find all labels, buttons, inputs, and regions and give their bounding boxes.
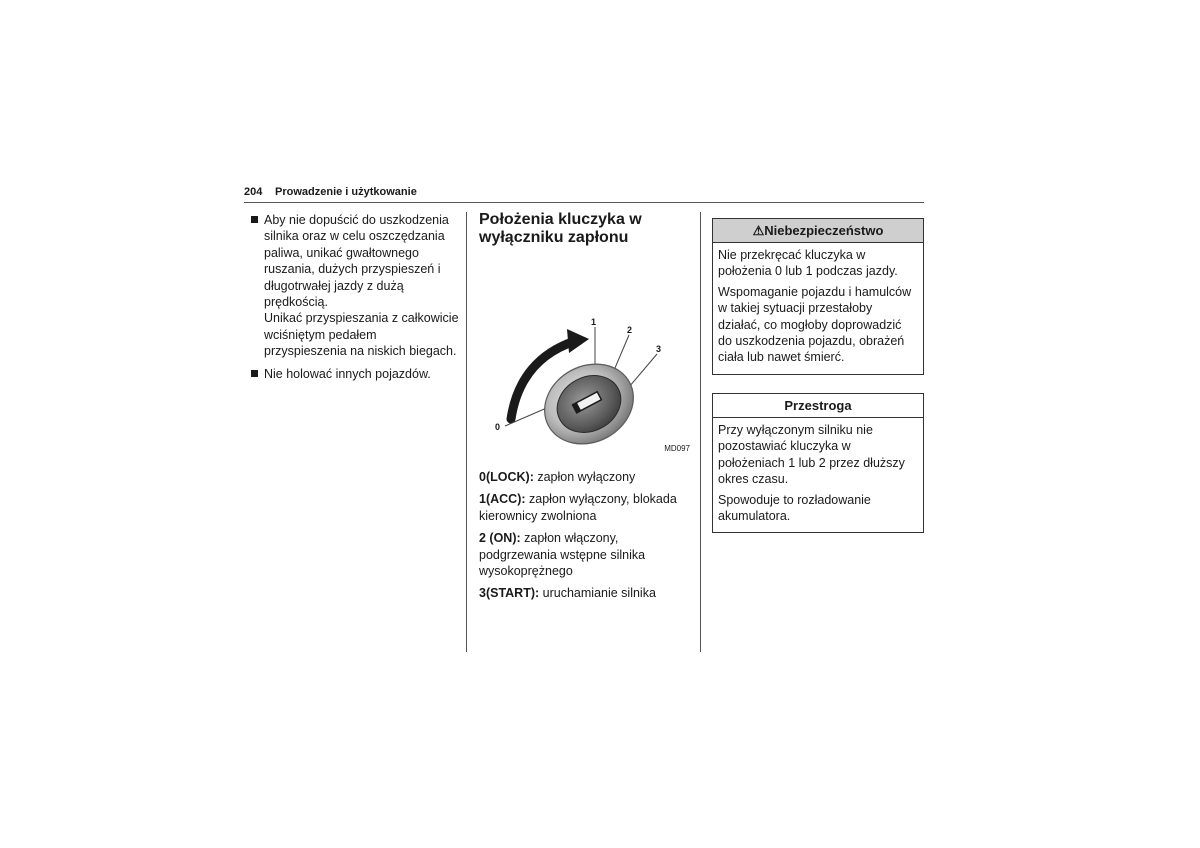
list-item bbox=[479, 469, 694, 485]
ignition-switch-figure bbox=[479, 283, 694, 455]
list-item bbox=[250, 366, 460, 382]
figure-code: MD097 bbox=[664, 443, 690, 453]
lock-cylinder bbox=[531, 349, 648, 455]
list-item bbox=[479, 585, 694, 601]
ignition-switch-diagram bbox=[479, 283, 694, 455]
caution-paragraph: Przy wyłączonym silniku nie pozostawiać kluczyka w położeniach 1 lub 2 przez dłuższy okres czasu. bbox=[718, 423, 905, 487]
middle-column bbox=[479, 211, 694, 608]
column-divider bbox=[700, 212, 701, 652]
position-list bbox=[479, 469, 694, 602]
section-heading: Położenia kluczyka w wyłączniku zapłonu bbox=[479, 211, 642, 246]
position-term: 2 (ON): bbox=[479, 531, 521, 546]
column-divider bbox=[466, 212, 467, 652]
position-term: 0(LOCK): bbox=[479, 470, 534, 484]
danger-title: ⚠Niebezpieczeństwo bbox=[713, 219, 923, 243]
section-title: Prowadzenie i użytkowanie bbox=[275, 186, 417, 198]
left-column bbox=[250, 212, 460, 388]
position-desc: zapłon włączony, podgrzewania wstępne silnika wysokoprężnego bbox=[479, 531, 646, 579]
position-desc: uruchamianie silnika bbox=[539, 586, 656, 601]
bullet-paragraph: Nie holować innych pojazdów. bbox=[264, 366, 431, 381]
bullet-square-icon bbox=[251, 370, 258, 377]
danger-paragraph: Wspomaganie pojazdu i hamulców w takiej sytuacji przestałoby działać, co mogłoby doprowadzić do uszkodzenia pojazdu, obrażeń ciała lub nawet śmierć. bbox=[718, 284, 912, 365]
caution-title: Przestroga bbox=[713, 394, 923, 418]
list-item bbox=[479, 530, 694, 579]
list-item bbox=[479, 491, 694, 524]
position-label-3: 3 bbox=[656, 344, 662, 354]
bullet-paragraph: Unikać przyspieszania z całkowicie wciśniętym pedałem przyspieszenia na niskich biegach. bbox=[264, 311, 459, 359]
position-term: 1(ACC): bbox=[479, 492, 526, 507]
leader-line-3 bbox=[629, 354, 657, 387]
danger-box bbox=[712, 218, 924, 375]
page-number: 204 bbox=[244, 186, 263, 198]
caution-box bbox=[712, 393, 924, 533]
position-label-1: 1 bbox=[591, 317, 597, 327]
list-item bbox=[250, 212, 460, 360]
bullet-paragraph: Aby nie dopuścić do uszkodzenia silnika oraz w celu oszczędzania paliwa, unikać gwałtownego ruszania, dużych przyspieszeń i długotrwałej jazdy z dużą prędkością. bbox=[264, 213, 449, 310]
danger-paragraph: Nie przekręcać kluczyka w położenia 0 lub 1 podczas jazdy. bbox=[718, 248, 898, 279]
caution-body bbox=[713, 418, 923, 532]
position-label-2: 2 bbox=[627, 325, 633, 335]
position-term: 3(START): bbox=[479, 586, 540, 601]
position-desc: zapłon wyłączony, blokada kierownicy zwolniona bbox=[479, 492, 677, 523]
caution-paragraph: Spowoduje to rozładowanie akumulatora. bbox=[718, 492, 871, 524]
position-label-0: 0 bbox=[495, 422, 501, 432]
page-header bbox=[244, 184, 924, 203]
bullet-square-icon bbox=[251, 216, 258, 223]
danger-body bbox=[713, 243, 923, 374]
position-desc: zapłon wyłączony bbox=[533, 470, 636, 484]
rotation-arrowhead bbox=[567, 329, 589, 353]
